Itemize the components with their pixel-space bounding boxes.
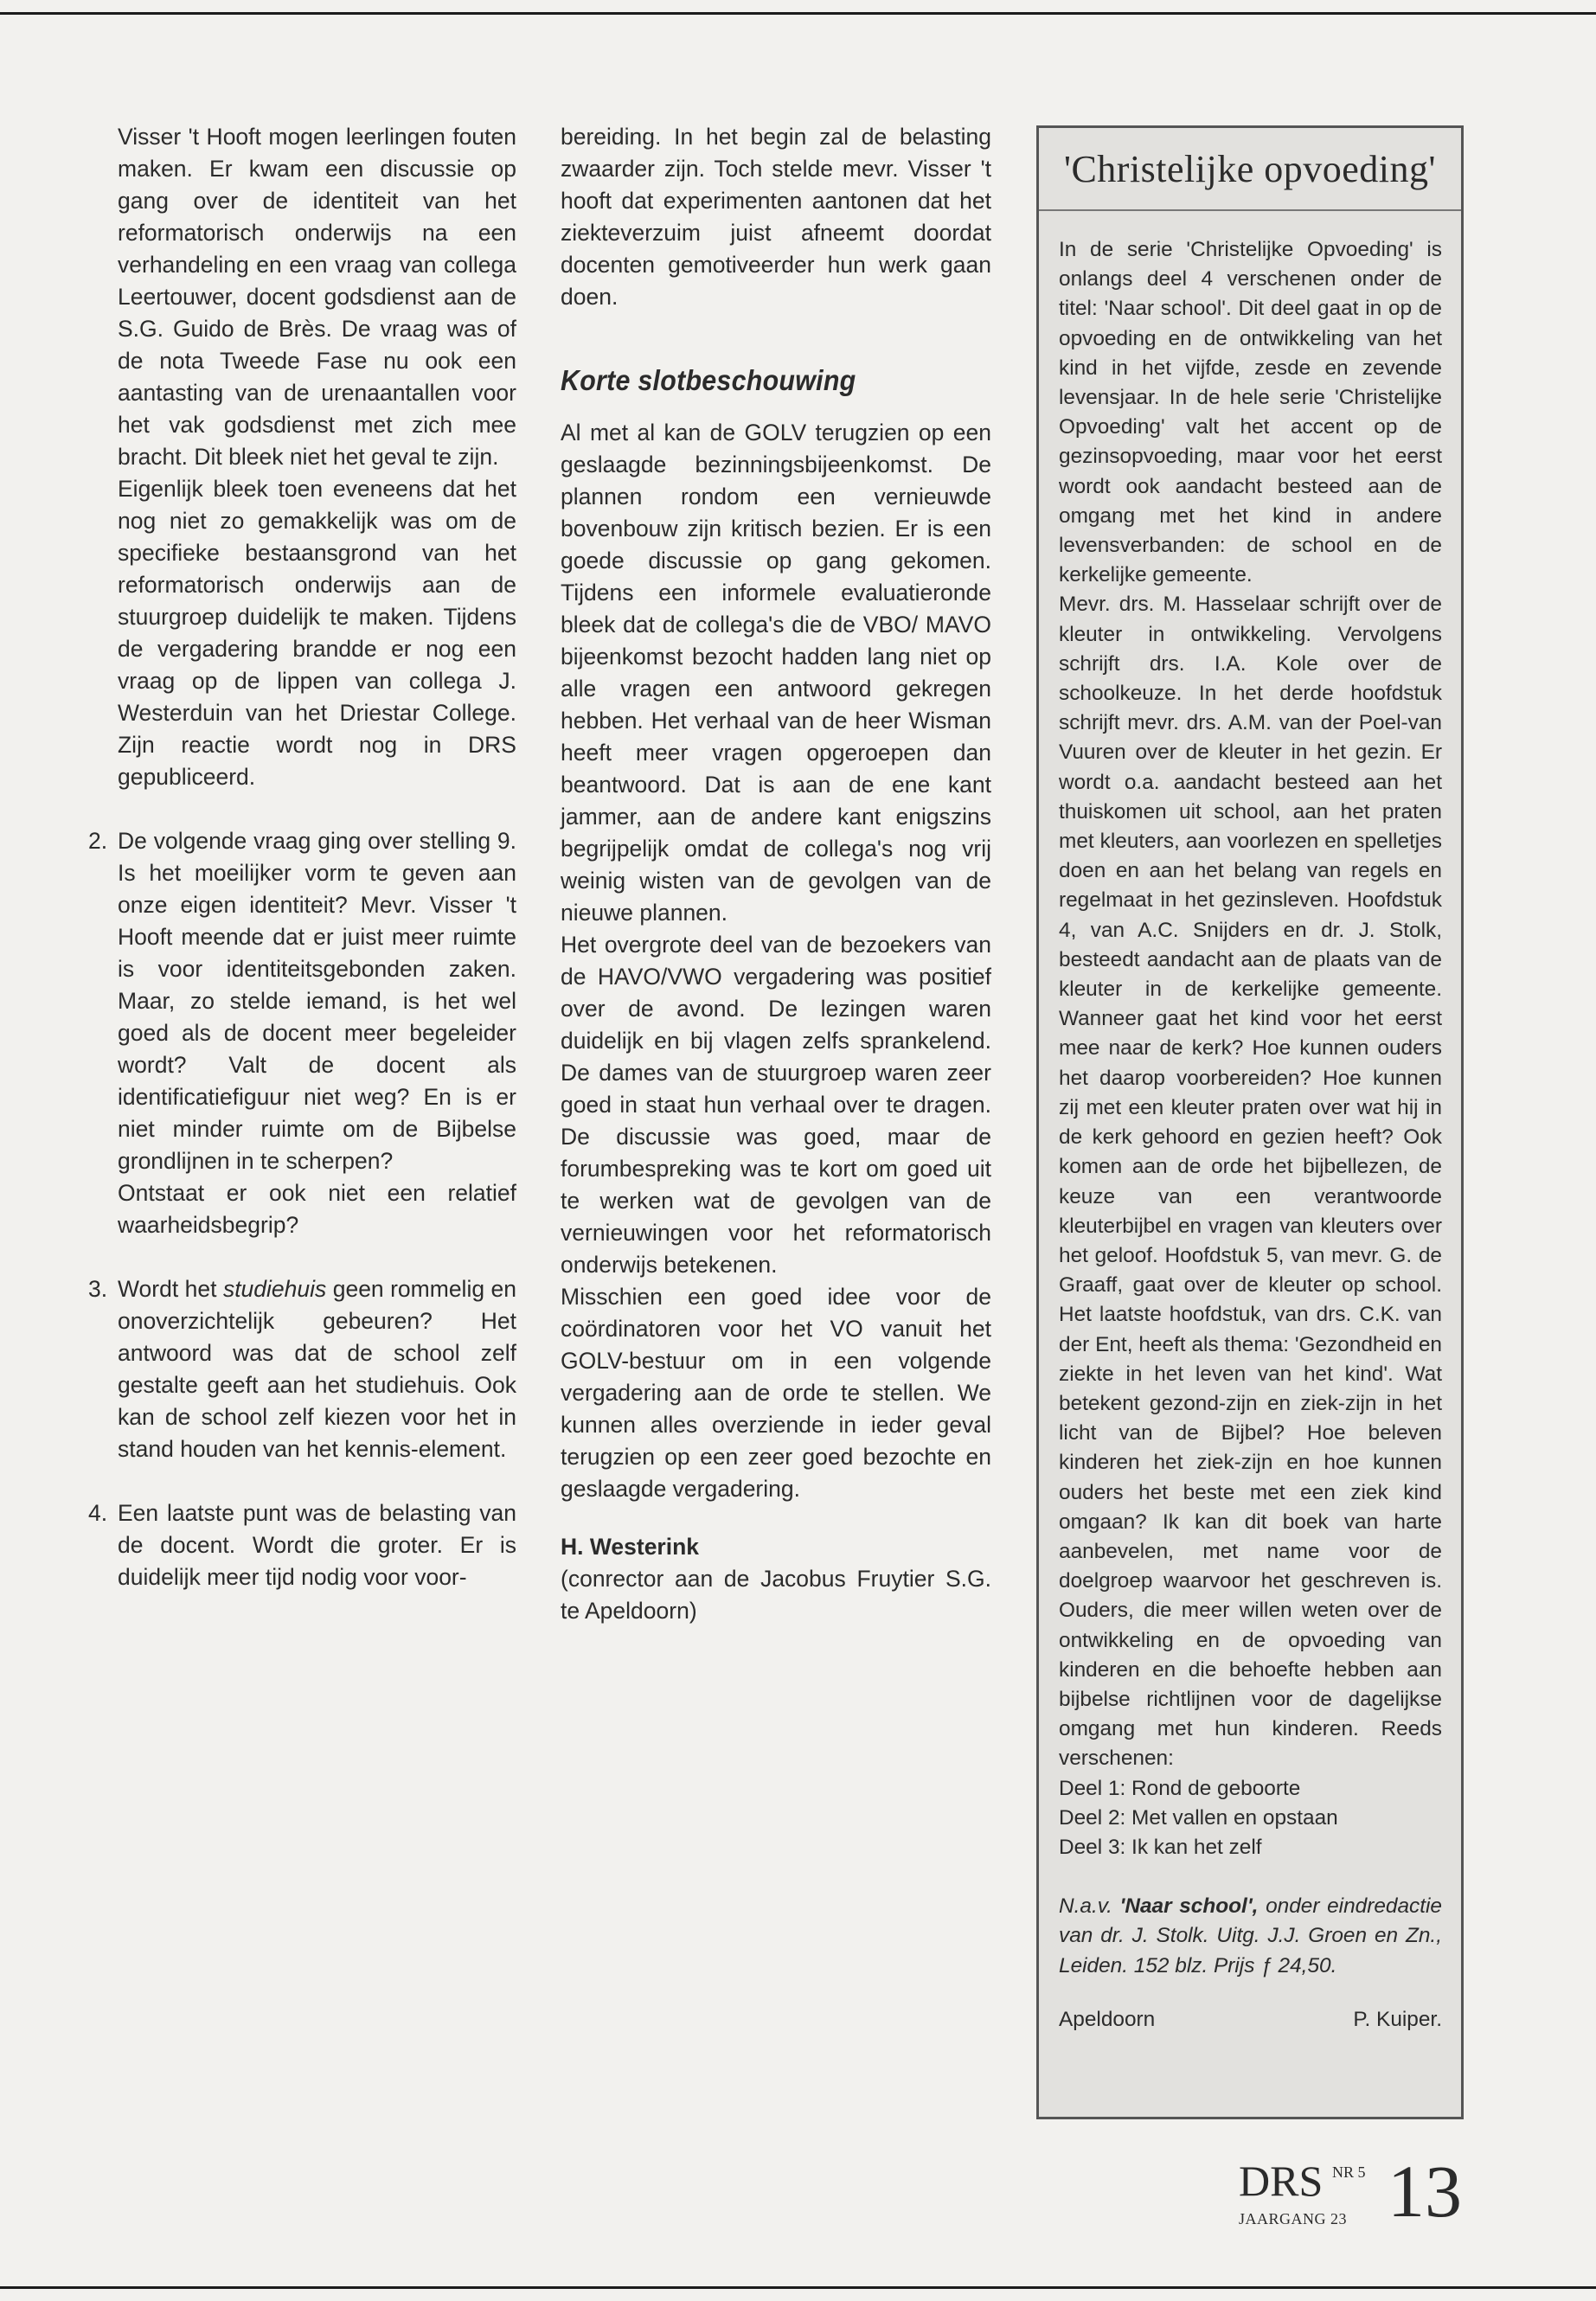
reviewer-name: P. Kuiper. (1353, 2007, 1442, 2031)
book-reference: N.a.v. 'Naar school', onder eindredactie van dr. J. Stolk. Uitg. J.J. Groen en Zn., Leiden. 152 blz. Prijs ƒ 24,50. (1059, 1894, 1442, 1977)
paragraph: bereiding. In het begin zal de belasting zwaarder zijn. Toch stelde mevr. Visser 't hooft dat experimenten aantonen dat het ziekteverzuim juist afneemt doordat docenten gemotiveerder hun werk gaan doen. (561, 124, 991, 310)
section-heading: Korte slotbeschouwing (561, 364, 856, 396)
box-title: 'Christelijke opvoeding' (1064, 148, 1436, 190)
top-rule (0, 12, 1596, 15)
list-number: 3. (88, 1276, 108, 1302)
list-item (88, 1497, 516, 1593)
paragraph: Het overgrote deel van de bezoekers van de HAVO/VWO vergadering was positief over de avond. De lezingen waren duidelijk en bij vlagen zelfs sprankelend. De dames van de stuurgroep waren zeer goed in staat hun verhaal over te dragen. De discussie was goed, maar de forumbespreking was te kort om goed uit te werken wat de gevolgen van de vernieuwingen voor het reformatorisch onderwijs betekenen. (561, 932, 991, 1278)
volume-item: Deel 3: Ik kan het zelf (1059, 1835, 1262, 1859)
review-signature (1059, 2005, 1442, 2035)
list-number: 4. (88, 1500, 108, 1526)
list-number: 2. (88, 828, 108, 854)
page-footer (1239, 2150, 1498, 2260)
paragraph: Misschien een goed idee voor de coördinatoren voor het VO vanuit het GOLV-bestuur om in een volgende vergadering aan de orde te stellen. We kunnen alles overziende in ieder geval terugzien op een zeer goed bezochte en geslaagde vergadering. (561, 1284, 991, 1502)
paragraph: Eigenlijk bleek toen eveneens dat het nog niet zo gemakkelijk was om de specifieke bestaansgrond van het reformatorisch onderwijs aan de stuurgroep duidelijk te maken. Tijdens de vergadering brandde er nog een vraag op de lippen van collega J. Westerduin van het Driestar College. Zijn reactie wordt nog in DRS gepubliceerd. (118, 476, 516, 790)
column-left (88, 121, 516, 1593)
volume-label: JAARGANG 23 (1239, 2210, 1348, 2227)
paragraph: In de serie 'Christelijke Opvoeding' is onlangs deel 4 verschenen onder de titel: 'Naar school'. Dit deel gaat in op de opvoeding en de ontwikkeling van het kind in het vijfde, zesde en zevende levensjaar. In de hele serie 'Christelijke Opvoeding' valt het accent op de gezinsopvoeding, maar voor het eerst wordt ook aandacht besteed aan de omgang met het kind in andere levensverbanden: de school en de kerkelijke gemeente. (1059, 238, 1442, 587)
list-item-text: De volgende vraag ging over stelling 9. Is het moeilijker vorm te geven aan onze eigen identiteit? Mevr. Visser 't Hooft meende dat er juist meer ruimte is voor identiteitsgebonden zaken. Maar, zo stelde iemand, is het wel goed als de docent meer begeleider wordt? Valt de docent als identificatiefiguur niet weg? En is er niet minder ruimte om de Bijbelse grondlijnen in te scherpen? (118, 828, 516, 1174)
issue-number: NR 5 (1332, 2163, 1366, 2181)
column-middle (561, 121, 991, 1627)
paragraph: Visser 't Hooft mogen leerlingen fouten maken. Er kwam een discussie op gang over de identiteit van het reformatorisch onderwijs na een verhandeling en een vraag van collega Leertouwer, docent godsdienst aan de S.G. Guido de Brès. De vraag was of de nota Tweede Fase nu ook een aantasting van de urenaantallen voor het vak godsdienst met zich mee bracht. Dit bleek niet het geval te zijn. (118, 124, 516, 470)
author-name: H. Westerink (561, 1534, 700, 1560)
place: Apeldoorn (1059, 2007, 1156, 2031)
paragraph: Al met al kan de GOLV terugzien op een geslaagde bezinningsbijeenkomst. De plannen rondom een vernieuwde bovenbouw zijn kritisch bezien. Er is een goede discussie op gang gekomen. Tijdens een informele evaluatieronde bleek dat de collega's die de VBO/ MAVO bijeenkomst bezocht hadden lang niet op alle vragen een antwoord gekregen hebben. Het verhaal van de heer Wisman heeft meer vragen opgeroepen dan beantwoord. Dat is aan de ene kant jammer, aan de andere kant enigszins begrijpelijk omdat de collega's nog vrij weinig wisten van de gevolgen van de nieuwe plannen. (561, 420, 991, 926)
bottom-rule (0, 2286, 1596, 2289)
volume-item: Deel 1: Rond de geboorte (1059, 1776, 1301, 1800)
list-item-text: Een laatste punt was de belasting van de docent. Wordt die groter. Er is duidelijk meer tijd nodig voor voor- (118, 1500, 516, 1590)
volume-item: Deel 2: Met vallen en opstaan (1059, 1805, 1338, 1830)
author-affiliation: (conrector aan de Jacobus Fruytier S.G. te Apeldoorn) (561, 1566, 991, 1624)
list-item-text: Ontstaat er ook niet een relatief waarheidsbegrip? (118, 1180, 516, 1238)
book-review-box (1036, 125, 1464, 2119)
list-item (88, 1273, 516, 1465)
list-item (88, 825, 516, 1241)
magazine-name: DRS (1239, 2157, 1324, 2205)
page-number: 13 (1388, 2150, 1462, 2233)
paragraph: Mevr. drs. M. Hasselaar schrijft over de kleuter in ontwikkeling. Vervolgens schrijft drs. I.A. Kole over de schoolkeuze. In het derde hoofdstuk schrijft mevr. drs. A.M. van der Poel-van Vuuren over de kleuter in het gezin. Er wordt o.a. aandacht besteed aan het thuiskomen uit school, aan het praten met kleuters, aan voorlezen en spelletjes doen en aan het belang van regels en regelmaat in het gezinsleven. Hoofdstuk 4, van A.C. Snijders en dr. J. Stolk, besteedt aandacht aan de plaats van de kleuter in de kerkelijke gemeente. Wanneer gaat het kind voor het eerst mee naar de kerk? Hoe kunnen ouders het daarop voorbereiden? Hoe kunnen zij met een kleuter praten over wat hij in de kerk gehoord en gezien heeft? Ook komen aan de orde het bijbellezen, de keuze van een verantwoorde kleuterbijbel en vragen van kleuters over het geloof. Hoofdstuk 5, van mevr. G. de Graaff, gaat over de kleuter op school. Het laatste hoofdstuk, van drs. C.K. van der Ent, heeft als thema: 'Gezondheid en ziekte in het leven van het kind'. Wat betekent gezond-zijn en ziek-zijn in het licht van de Bijbel? Hoe beleven kinderen het ziek-zijn en hoe kunnen ouders het beste met een ziek kind omgaan? Ik kan dit boek van harte aanbevelen, met name voor de doelgroep waarvoor het geschreven is. Ouders, die meer willen weten over de ontwikkeling en de opvoeding van kinderen en die behoefte hebben aan bijbelse richtlijnen voor de dagelijkse omgang met hun kinderen. Reeds verschenen: (1059, 593, 1442, 1771)
list-item-text: Wordt het studiehuis geen rommelig en onoverzichtelijk gebeuren? Het antwoord was dat de school zelf gestalte geeft aan het studiehuis. Ook kan de school zelf kiezen voor het in stand houden van het kennis-element. (118, 1276, 516, 1462)
